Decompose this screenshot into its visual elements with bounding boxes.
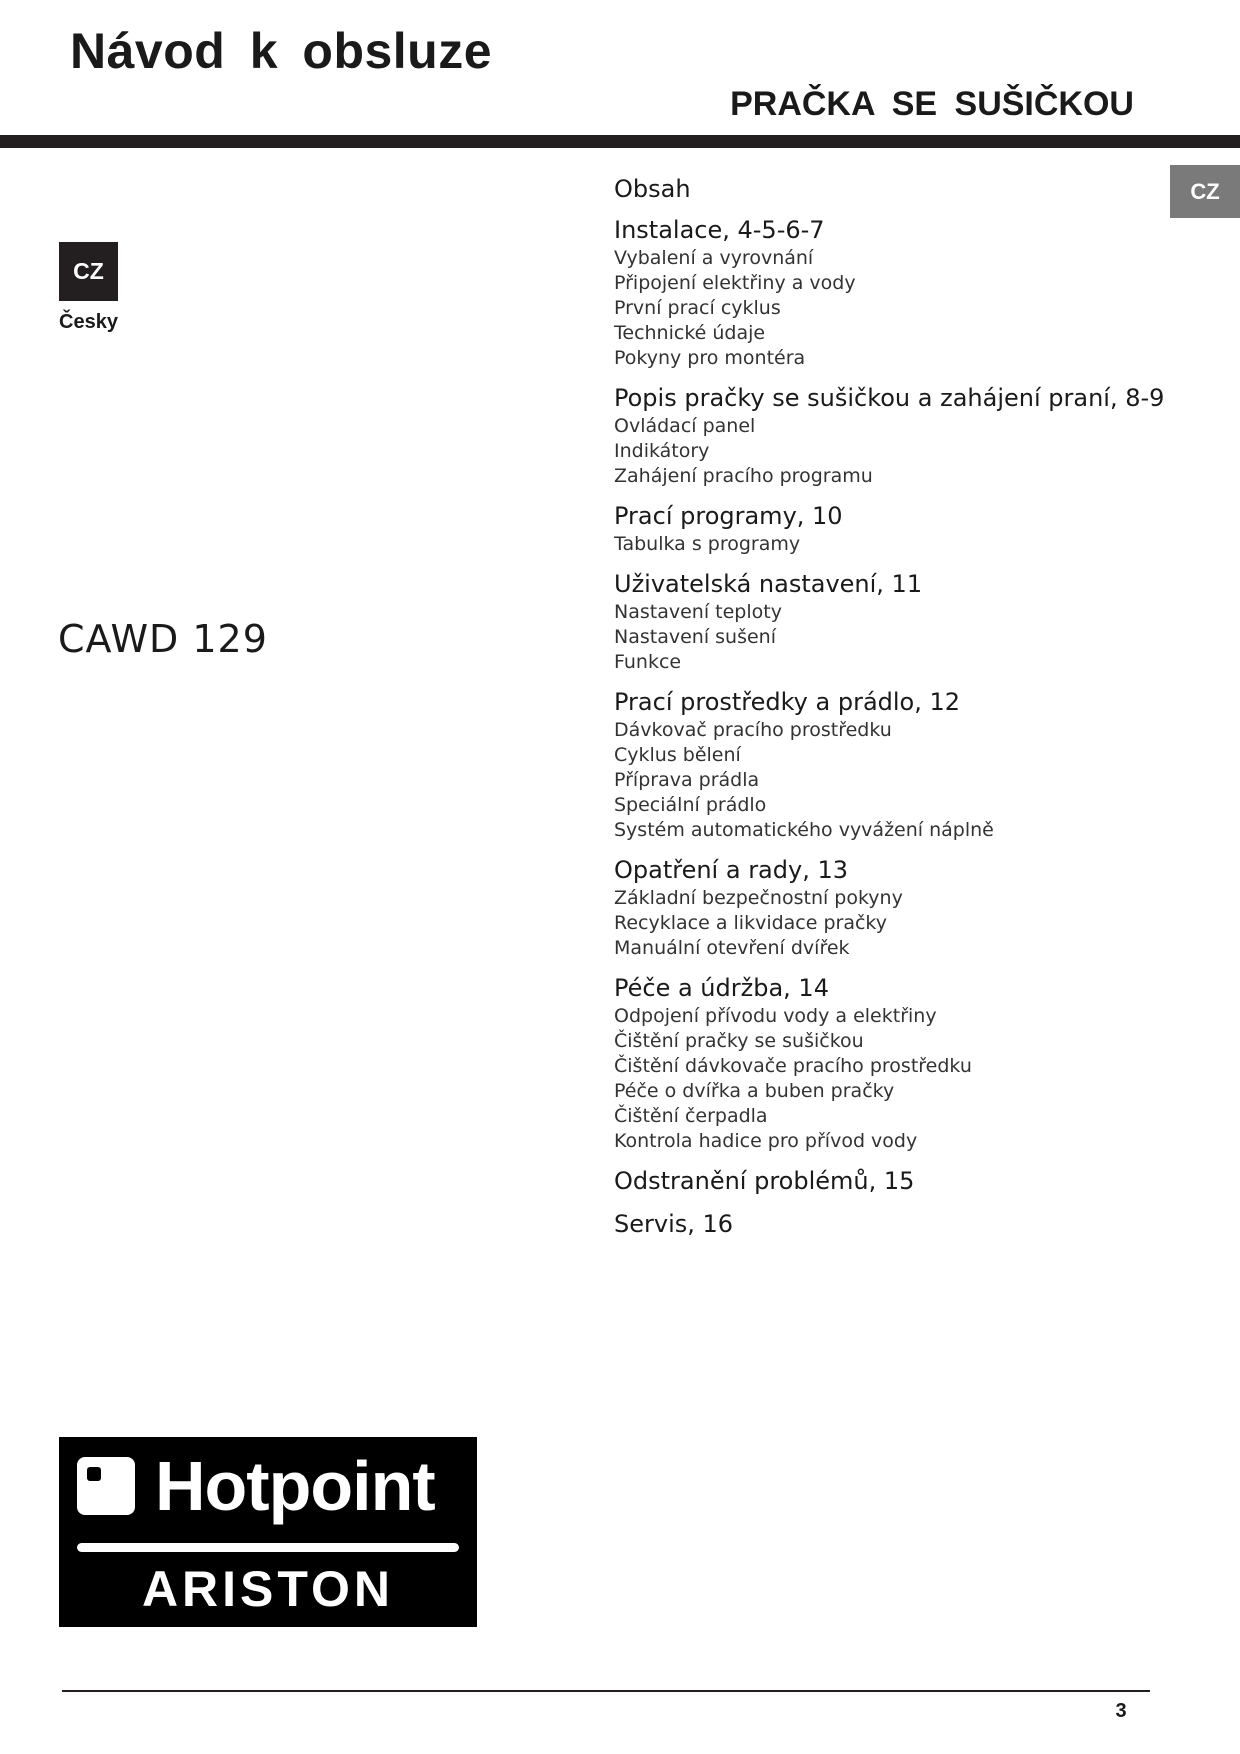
toc-item: Manuální otevření dvířek (614, 937, 850, 959)
toc-section (614, 972, 1174, 1154)
toc-item: Zahájení pracího programu (614, 465, 873, 487)
header-rule (0, 135, 1240, 148)
toc-section (614, 568, 1174, 675)
footer-rule (62, 1690, 1150, 1692)
toc-section-title: Prací programy, 10 (614, 502, 843, 530)
language-label: Česky (59, 311, 118, 333)
toc-item: Tabulka s programy (614, 533, 801, 555)
language-code-badge: CZ (59, 242, 118, 301)
logo-divider (77, 1543, 459, 1552)
toc-item: První prací cyklus (614, 297, 781, 319)
toc-item: Čištění dávkovače pracího prostředku (614, 1055, 972, 1077)
toc-section-title: Servis, 16 (614, 1210, 734, 1238)
toc-section (614, 214, 1174, 371)
page-number: 3 (1115, 1700, 1127, 1722)
toc-section-title: Prací prostředky a prádlo, 12 (614, 688, 961, 716)
toc-section (614, 500, 1174, 557)
model-name: CAWD 129 (58, 617, 268, 661)
document-subtitle: PRAČKA SE SUŠIČKOU (730, 85, 1134, 123)
toc-item: Čištění čerpadla (614, 1105, 768, 1127)
toc-item: Nastavení teploty (614, 601, 782, 623)
toc-section-title: Opatření a rady, 13 (614, 856, 848, 884)
toc-item: Péče o dvířka a buben pračky (614, 1080, 895, 1102)
language-side-tab: CZ (1170, 165, 1240, 218)
toc-section-title: Uživatelská nastavení, 11 (614, 570, 923, 598)
toc-item: Připojení elektřiny a vody (614, 272, 856, 294)
logo-brand-text: Hotpoint (155, 1447, 435, 1525)
toc-item: Odpojení přívodu vody a elektřiny (614, 1005, 937, 1027)
toc-item: Funkce (614, 651, 682, 673)
toc-section-title: Odstranění problémů, 15 (614, 1167, 915, 1195)
toc-section-title: Péče a údržba, 14 (614, 974, 829, 1002)
toc-heading: Obsah (614, 175, 691, 203)
toc-item: Systém automatického vyvážení náplně (614, 819, 994, 841)
toc-section (614, 854, 1174, 961)
toc-item: Cyklus bělení (614, 744, 741, 766)
toc-item: Kontrola hadice pro přívod vody (614, 1130, 918, 1152)
toc-item: Ovládací panel (614, 415, 756, 437)
toc-item: Nastavení sušení (614, 626, 776, 648)
table-of-contents (614, 172, 1174, 1251)
toc-section (614, 382, 1174, 489)
toc-item: Dávkovač pracího prostředku (614, 719, 892, 741)
document-title: Návod k obsluze (70, 23, 493, 79)
toc-item: Technické údaje (614, 322, 766, 344)
logo-mark-icon (77, 1457, 135, 1515)
toc-section-title: Instalace, 4-5-6-7 (614, 216, 825, 244)
toc-item: Příprava prádla (614, 769, 760, 791)
hotpoint-ariston-logo (59, 1437, 477, 1627)
toc-item: Indikátory (614, 440, 710, 462)
logo-sub-text: ARISTON (141, 1561, 395, 1617)
toc-section (614, 1165, 1174, 1197)
toc-item: Pokyny pro montéra (614, 347, 806, 369)
toc-item: Vybalení a vyrovnání (614, 247, 814, 269)
toc-item: Čištění pračky se sušičkou (614, 1030, 864, 1052)
toc-section (614, 686, 1174, 843)
toc-item: Základní bezpečnostní pokyny (614, 887, 903, 909)
toc-item: Speciální prádlo (614, 794, 767, 816)
toc-section (614, 1208, 1174, 1240)
toc-item: Recyklace a likvidace pračky (614, 912, 888, 934)
toc-section-title: Popis pračky se sušičkou a zahájení praní, 8-9 (614, 384, 1165, 412)
